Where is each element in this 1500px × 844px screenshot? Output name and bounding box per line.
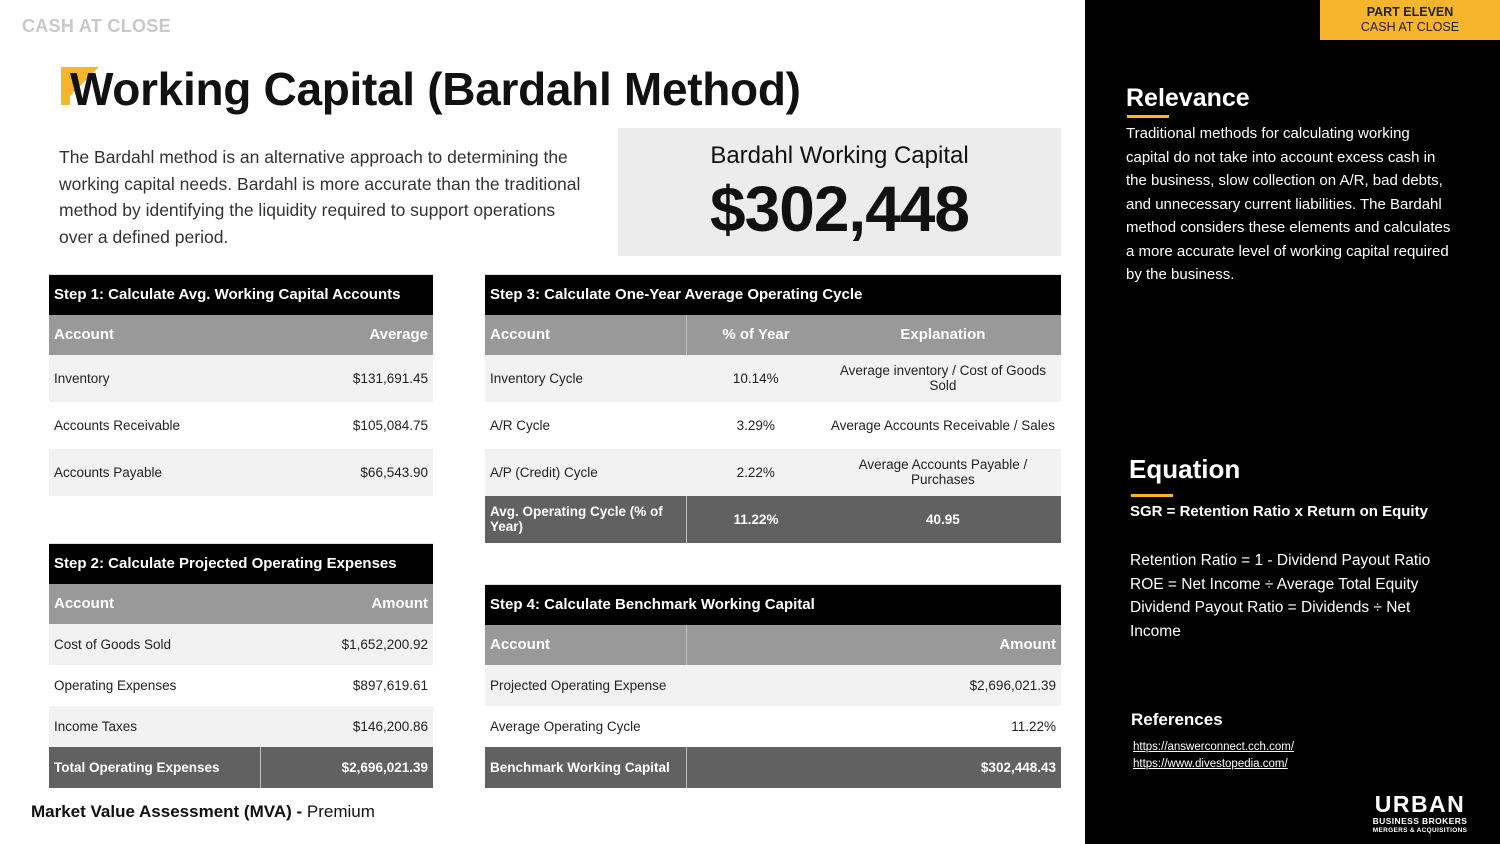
urban-logo — [1365, 792, 1475, 835]
step3-row-account: Inventory Cycle — [485, 355, 687, 402]
step2-title: Step 2: Calculate Projected Operating Expenses — [49, 544, 433, 584]
step2-row-value: $1,652,200.92 — [260, 624, 433, 665]
table-row — [485, 355, 1061, 402]
relevance-text: Traditional methods for calculating working capital do not take into account excess cash in the business, slow collection on A/R, bad debts, and unnecessary current liabilities. The Bardahl method considers these elements and calculates a more accurate level of working capital required by the business. — [1126, 125, 1451, 283]
table-row — [485, 665, 1061, 706]
equation-underline — [1131, 494, 1173, 497]
page-title: Working Capital (Bardahl Method) — [70, 63, 801, 115]
relevance-title: Relevance — [1126, 84, 1250, 112]
equation-definitions — [1130, 549, 1450, 643]
step1-title: Step 1: Calculate Avg. Working Capital Accounts — [49, 275, 433, 315]
table-row — [49, 706, 433, 747]
relevance-underline — [1127, 115, 1169, 118]
table-row — [485, 449, 1061, 496]
reference-link-divestopedia[interactable]: https://www.divestopedia.com/ — [1133, 758, 1288, 770]
step2-col-account: Account — [49, 584, 260, 624]
table-row — [49, 449, 433, 496]
step2-col-amount: Amount — [260, 584, 433, 624]
step4-col-account: Account — [485, 625, 687, 665]
references-title: References — [1131, 710, 1223, 729]
step4-title: Step 4: Calculate Benchmark Working Capital — [485, 585, 1061, 625]
table-row — [49, 402, 433, 449]
footer-note — [31, 802, 375, 822]
step2-row-value: $897,619.61 — [260, 665, 433, 706]
step3-row-explanation: Average inventory / Cost of Goods Sold — [825, 355, 1061, 402]
step3-total-days: 40.95 — [825, 496, 1061, 543]
step3-col-explanation: Explanation — [825, 315, 1061, 355]
step1-table — [49, 274, 433, 496]
total-row — [49, 747, 433, 788]
step3-row-percent: 10.14% — [687, 355, 825, 402]
step2-row-account: Cost of Goods Sold — [49, 624, 260, 665]
step4-total-value: $302,448.43 — [687, 747, 1061, 788]
step1-col-average: Average — [279, 315, 433, 355]
step1-row-account: Accounts Payable — [49, 449, 279, 496]
step4-row-value: 11.22% — [687, 706, 1061, 747]
result-label: Bardahl Working Capital — [710, 142, 969, 169]
table-row — [485, 402, 1061, 449]
step4-row-value: $2,696,021.39 — [687, 665, 1061, 706]
step1-row-value: $105,084.75 — [279, 402, 433, 449]
logo-sub-text: BUSINESS BROKERS — [1372, 816, 1468, 826]
step3-row-percent: 2.22% — [687, 449, 825, 496]
table-row — [49, 624, 433, 665]
step1-row-account: Accounts Receivable — [49, 402, 279, 449]
step4-total-label: Benchmark Working Capital — [485, 747, 687, 788]
table-row — [485, 706, 1061, 747]
equation-main: SGR = Retention Ratio x Return on Equity — [1130, 503, 1428, 520]
step2-total-value: $2,696,021.39 — [260, 747, 433, 788]
step3-total-percent: 11.22% — [687, 496, 825, 543]
logo-tagline: MERGERS & ACQUISITIONS — [1372, 827, 1468, 834]
footer-label: Market Value Assessment (MVA) - — [31, 802, 303, 821]
intro-paragraph: The Bardahl method is an alternative approach to determining the working capital needs. Bardahl is more accurate than the traditional method by identifying the liquidity required to support operations over a defined period. — [59, 147, 581, 247]
step1-row-account: Inventory — [49, 355, 279, 402]
equation-title: Equation — [1129, 454, 1241, 484]
result-card — [618, 128, 1061, 256]
result-value: $302,448 — [710, 173, 969, 245]
equation-line: Dividend Payout Ratio = Dividends ÷ Net Income — [1130, 599, 1411, 640]
section-tag: CASH AT CLOSE — [22, 16, 171, 36]
step3-row-explanation: Average Accounts Payable / Purchases — [825, 449, 1061, 496]
step1-row-value: $131,691.45 — [279, 355, 433, 402]
step2-row-value: $146,200.86 — [260, 706, 433, 747]
step4-row-account: Projected Operating Expense — [485, 665, 687, 706]
total-row — [485, 496, 1061, 543]
equation-line: Retention Ratio = 1 - Dividend Payout Ratio — [1130, 552, 1431, 569]
step3-col-account: Account — [485, 315, 687, 355]
footer-tier: Premium — [306, 802, 375, 821]
total-row — [485, 747, 1061, 788]
step3-row-account: A/R Cycle — [485, 402, 687, 449]
step3-row-account: A/P (Credit) Cycle — [485, 449, 687, 496]
step4-col-amount: Amount — [687, 625, 1061, 665]
step3-row-percent: 3.29% — [687, 402, 825, 449]
equation-line: ROE = Net Income ÷ Average Total Equity — [1130, 575, 1419, 593]
step2-row-account: Operating Expenses — [49, 665, 260, 706]
reference-link-answerconnect[interactable]: https://answerconnect.cch.com/ — [1133, 741, 1295, 753]
table-row — [49, 355, 433, 402]
part-badge — [1320, 0, 1500, 40]
table-row — [49, 665, 433, 706]
step1-col-account: Account — [49, 315, 279, 355]
step4-row-account: Average Operating Cycle — [485, 706, 687, 747]
step1-row-value: $66,543.90 — [279, 449, 433, 496]
step2-total-label: Total Operating Expenses — [49, 747, 260, 788]
part-badge-line1: PART ELEVEN — [1366, 5, 1454, 19]
step3-title: Step 3: Calculate One-Year Average Operating Cycle — [485, 275, 1061, 315]
step3-col-percent: % of Year — [687, 315, 825, 355]
logo-main-text: URBAN — [1374, 791, 1466, 817]
step3-row-explanation: Average Accounts Receivable / Sales — [825, 402, 1061, 449]
step3-table — [485, 274, 1061, 543]
step3-total-label: Avg. Operating Cycle (% of Year) — [485, 496, 687, 543]
step4-table — [485, 584, 1061, 788]
part-badge-line2: CASH AT CLOSE — [1360, 20, 1460, 34]
step2-row-account: Income Taxes — [49, 706, 260, 747]
step2-table — [49, 543, 433, 788]
